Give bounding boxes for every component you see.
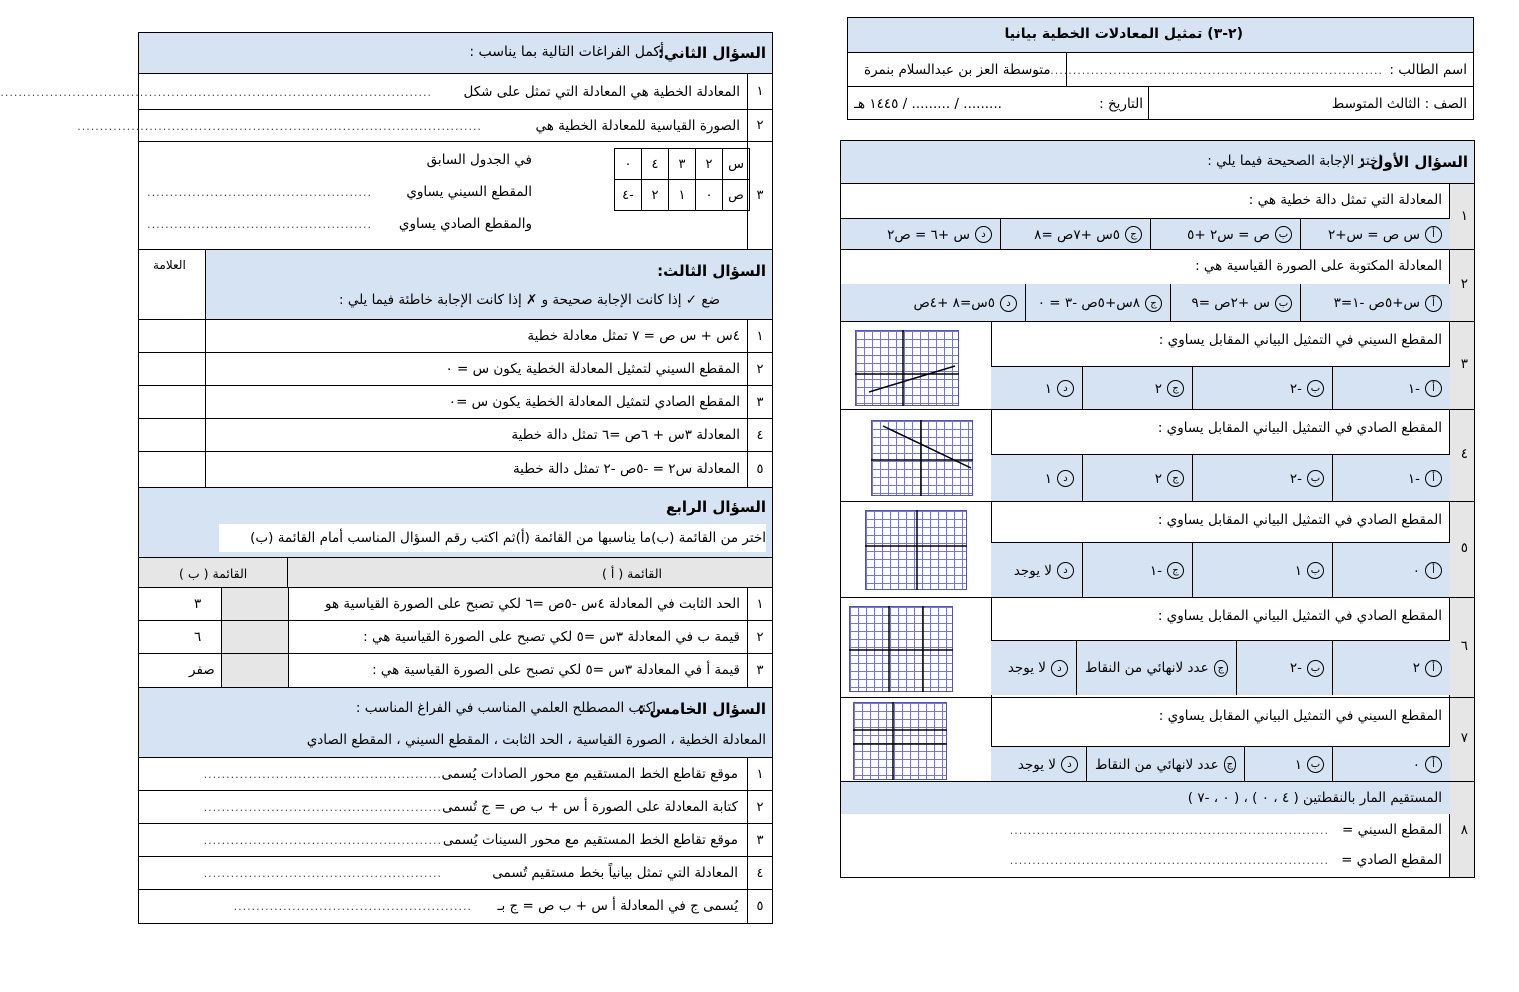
q5-item-text: موقع تقاطع الخط المستقيم مع محور الصادات يُسمى: [441, 766, 738, 782]
x-intercept-blank[interactable]: .......................................................................: [1009, 824, 1329, 837]
q5-answer-blank[interactable]: .....................................................: [203, 768, 442, 781]
q3-item-num: ٢: [747, 353, 772, 385]
q1-item-text: المقطع الصادي في التمثيل البياني المقابل يساوي :: [1157, 512, 1442, 528]
q1-option-b[interactable]: [1244, 747, 1332, 782]
option-text: ٢: [1154, 470, 1162, 487]
student-label: اسم الطالب :: [1389, 62, 1467, 78]
y-intercept-label: المقطع الصادي =: [1341, 852, 1442, 868]
graph-4-axes: [871, 420, 973, 496]
q4-list-b-value: صفر: [189, 662, 215, 678]
q3-item-text: المقطع السيني لتمثيل المعادلة الخطية يكون س = ٠: [445, 361, 740, 377]
q3-title: السؤال الثالث:: [657, 262, 766, 280]
option-letter: ج: [1145, 295, 1162, 312]
q4-col-b: القائمة ( ب ): [179, 566, 248, 581]
option-letter: د: [975, 226, 992, 243]
option-text: -٢: [1289, 470, 1302, 487]
table-cell: ١: [669, 180, 696, 211]
option-text: ٢: [1154, 380, 1162, 397]
header-title-row: [848, 18, 1473, 52]
option-letter: د: [1057, 380, 1074, 397]
q1-item-num: ٥: [1460, 540, 1468, 556]
q5-answer-blank[interactable]: .....................................................: [203, 801, 442, 814]
q5-header: [139, 687, 772, 757]
q5-answer-blank[interactable]: .....................................................: [203, 867, 442, 880]
option-letter: أ: [1425, 756, 1442, 773]
q2-table-line-2: المقطع السيني يساوي: [406, 184, 532, 200]
q4-answer-cell[interactable]: [221, 621, 289, 653]
q1-item-num: ٨: [1460, 822, 1468, 838]
option-text: ١: [1044, 380, 1052, 397]
q2-title: السؤال الثاني:: [657, 44, 766, 62]
q1-item-num: ٢: [1460, 276, 1468, 292]
option-letter: ج: [1214, 660, 1228, 677]
q1-options: [991, 542, 1450, 598]
q1-option-c[interactable]: [1086, 747, 1244, 782]
q4-item-text: قيمة ب في المعادلة ٣س =٥ لكي تصبح على الصورة القياسية هي :: [363, 629, 740, 645]
table-cell: ٠: [615, 149, 642, 180]
q2-y-intercept-blank[interactable]: ..................................................: [147, 218, 372, 231]
q2-item-num: ١: [747, 74, 772, 109]
q1-option-c[interactable]: [1000, 219, 1150, 250]
option-letter: د: [1061, 756, 1078, 773]
q1-options: [841, 284, 1450, 322]
option-letter: ب: [1307, 756, 1324, 773]
q3-mark-cell[interactable]: [139, 353, 206, 385]
q1-option-a[interactable]: [1300, 219, 1450, 250]
table-cell: ٠: [696, 180, 723, 211]
graph-cell: [841, 410, 992, 502]
q1-option-b[interactable]: [1192, 455, 1332, 502]
q4-item-1: [139, 587, 772, 620]
q1-item-6: [841, 597, 1474, 698]
q5-instruction: اكتب المصطلح العلمي المناسب في الفراغ المناسب :: [355, 700, 656, 716]
q4-title: السؤال الرابع: [666, 498, 766, 516]
header-divider: [1148, 87, 1149, 120]
table-cell: ٢: [696, 149, 723, 180]
student-name-blank[interactable]: ................................................................................: [1023, 64, 1383, 77]
q3-item-num: ٤: [747, 419, 772, 451]
q5-item-text: كتابة المعادلة على الصورة أ س + ب ص = ج تُسمى: [442, 799, 738, 815]
option-text: ص = س٢ +٥: [1187, 226, 1270, 243]
q1-options: [991, 454, 1450, 502]
q3-item-text: ٤س + س ص = ٧ تمثل معادلة خطية: [527, 328, 740, 344]
q5-item-text: موقع تقاطع الخط المستقيم مع محور السينات يُسمى: [442, 832, 738, 848]
q2-instruction: أكمل الفراغات التالية بما يناسب :: [469, 44, 664, 60]
q1-header: [841, 141, 1474, 183]
q1-item-7: [841, 697, 1474, 782]
option-letter: ج: [1224, 756, 1236, 773]
option-text: س ص = س+٢: [1327, 226, 1420, 243]
q1-option-d[interactable]: [839, 219, 1000, 250]
q1-option-d[interactable]: [989, 747, 1086, 782]
q4-header: [139, 487, 772, 557]
option-letter: أ: [1425, 295, 1442, 312]
q4-list-b-value: ٣: [194, 596, 202, 612]
graph-cell: [841, 502, 992, 598]
option-letter: ب: [1307, 660, 1324, 677]
q3-item-2: [139, 352, 772, 385]
q1-option-a[interactable]: [1332, 641, 1450, 695]
q1-item-num: ٦: [1460, 638, 1468, 654]
q1-item-text: المقطع السيني في التمثيل البياني المقابل يساوي :: [1158, 708, 1442, 724]
q5-item-3: [139, 823, 772, 856]
option-text: ٨س+٥ص -٣ = ٠: [1037, 295, 1140, 311]
option-letter: أ: [1425, 380, 1442, 397]
q4-col-divider: [287, 558, 288, 587]
table-cell: ٣: [669, 149, 696, 180]
q1-option-c[interactable]: [1082, 367, 1192, 410]
q3-instruction: ضع ✓ إذا كانت الإجابة صحيحة و ✗ إذا كانت الإجابة خاطئة فيما يلي :: [339, 292, 720, 308]
q3-item-text: المقطع الصادي لتمثيل المعادلة الخطية يكون س =٠: [448, 394, 740, 410]
q1-item-8: [841, 781, 1474, 877]
option-letter: ب: [1275, 295, 1292, 312]
option-text: -١: [1407, 380, 1420, 397]
sheet-left: [0, 32, 773, 924]
q3-header: [139, 249, 772, 319]
option-letter: أ: [1425, 226, 1442, 243]
q5-item-4: [139, 856, 772, 889]
option-text: -١: [1407, 470, 1420, 487]
q3-mark-cell[interactable]: [139, 452, 206, 487]
date-label: التاريخ :: [1099, 96, 1143, 112]
q5-item-num: ٣: [747, 824, 772, 856]
q5-item-2: [139, 790, 772, 823]
option-letter: د: [1057, 470, 1074, 487]
q4-item-3: [139, 653, 772, 687]
q3-item-4: [139, 418, 772, 451]
option-letter: ب: [1275, 226, 1292, 243]
option-text: س +٢ص =٩: [1191, 295, 1270, 311]
q4-item-2: [139, 620, 772, 653]
q2-table-line-1: في الجدول السابق: [426, 152, 532, 168]
q1-item-5: [841, 501, 1474, 598]
option-text: عدد لانهائي من النقاط: [1085, 660, 1209, 676]
page-title: (٢-٣) تمثيل المعادلات الخطية بيانيا: [1004, 26, 1243, 42]
q1-option-a[interactable]: [1332, 367, 1450, 410]
graph-cell: [841, 698, 992, 782]
q5-item-num: ٢: [747, 791, 772, 823]
q3-item-1: [139, 319, 772, 352]
q4-list-b-value: ٦: [194, 629, 202, 645]
q1-option-d[interactable]: [839, 284, 1025, 322]
q2-answer-blank[interactable]: ................................................................................................: [0, 86, 432, 99]
date-value[interactable]: ......... / ......... / ١٤٤٥ هـ: [854, 96, 1002, 112]
option-text: ١: [1044, 470, 1052, 487]
q1-option-b[interactable]: [1192, 367, 1332, 410]
q1-item-2: [841, 249, 1474, 322]
q1-options: [991, 640, 1450, 695]
q4-item-num: ٣: [747, 654, 772, 687]
q1-item-1: [841, 183, 1474, 250]
q2-values-table: [614, 148, 750, 211]
q3-mark-cell[interactable]: [139, 320, 206, 352]
q4-item-num: ٢: [747, 621, 772, 653]
q1-item-num: ٣: [1460, 356, 1468, 372]
sheet-header: [847, 17, 1474, 120]
q1-instruction: اختر الإجابة الصحيحة فيما يلي :: [1207, 153, 1382, 169]
q5-title: السؤال الخامس :: [638, 700, 766, 718]
q1-option-c[interactable]: [1082, 543, 1192, 598]
q1-item-text: المقطع السيني في التمثيل البياني المقابل يساوي :: [1158, 332, 1442, 348]
q2-x-intercept-blank[interactable]: ..................................................: [147, 186, 372, 199]
table-cell: ص: [723, 180, 750, 211]
option-letter: ب: [1307, 380, 1324, 397]
q2-table-line-3: والمقطع الصادي يساوي: [398, 216, 532, 232]
q3-mark-label: العلامة: [153, 258, 186, 272]
option-letter: أ: [1425, 470, 1442, 487]
table-cell: ٤: [642, 149, 669, 180]
header-divider: [1066, 53, 1067, 86]
sheet-q1: [840, 140, 1475, 878]
q3-item-num: ٥: [747, 452, 772, 487]
q2-item-text: المعادلة الخطية هي المعادلة التي تمثل على شكل: [463, 84, 740, 100]
q5-item-num: ١: [747, 758, 772, 790]
header-student-row: [848, 52, 1473, 86]
q1-item-text: المقطع الصادي في التمثيل البياني المقابل يساوي :: [1157, 420, 1442, 436]
graph-cell: [841, 322, 992, 410]
q3-item-text: المعادلة س٢ = -٥ص -٢ تمثل دالة خطية: [512, 461, 740, 477]
q1-item-text: المقطع الصادي في التمثيل البياني المقابل يساوي :: [1157, 608, 1442, 624]
q5-item-num: ٥: [747, 890, 772, 923]
q5-answer-blank[interactable]: .....................................................: [203, 834, 442, 847]
option-letter: ج: [1167, 380, 1184, 397]
q1-option-c[interactable]: [1025, 284, 1170, 322]
option-text: لا يوجد: [1007, 660, 1046, 676]
q1-item-3: [841, 321, 1474, 410]
q1-option-a[interactable]: [1332, 747, 1450, 782]
graph-7-axes: [853, 702, 947, 780]
option-letter: ب: [1307, 562, 1324, 579]
q1-options: [991, 746, 1450, 782]
option-text: ٠: [1412, 562, 1420, 579]
q4-instruction: اختر من القائمة (ب)ما يناسبها من القائمة (أ)ثم اكتب رقم السؤال المناسب أمام القائمة (ب): [250, 530, 766, 546]
q5-answer-blank[interactable]: .....................................................: [233, 900, 472, 913]
q1-item-text: المعادلة التي تمثل دالة خطية هي :: [1248, 192, 1442, 208]
q1-option-b[interactable]: [1170, 284, 1300, 322]
q1-title: السؤال الأول :: [1359, 153, 1468, 171]
q5-item-1: [139, 757, 772, 790]
q1-option-a[interactable]: [1332, 543, 1450, 598]
option-text: ٠: [1412, 756, 1420, 773]
q1-item-num: ١: [1460, 208, 1468, 224]
option-text: ٥س=٨ +٤ص: [913, 295, 995, 311]
option-text: ١: [1294, 756, 1302, 773]
q1-option-c[interactable]: [1082, 455, 1192, 502]
q1-item-num: ٧: [1460, 730, 1468, 746]
q1-option-d[interactable]: [989, 641, 1076, 695]
q4-answer-cell[interactable]: [221, 654, 289, 687]
q2-item-1: [0, 73, 772, 109]
q4-item-num: ١: [747, 588, 772, 620]
option-letter: أ: [1425, 562, 1442, 579]
q5-item-text: المعادلة التي تمثل بيانياً بخط مستقيم تُسمى: [492, 865, 738, 881]
q3-mark-cell[interactable]: [139, 386, 206, 418]
grade-label: الصف : الثالث المتوسط: [1331, 96, 1467, 112]
option-text: لا يوجد: [1013, 562, 1052, 579]
q1-item-num: ٤: [1460, 446, 1468, 462]
q1-item-4: [841, 409, 1474, 502]
q1-option-d[interactable]: [989, 455, 1082, 502]
option-text: لا يوجد: [1017, 756, 1056, 773]
option-text: ٢: [1412, 660, 1420, 676]
option-text: ٥س +٧ص =٨: [1034, 226, 1120, 243]
option-text: عدد لانهائي من النقاط: [1095, 756, 1219, 773]
option-text: ١: [1294, 562, 1302, 579]
q4-item-text: الحد الثابت في المعادلة ٤س -٥ص =٦ لكي تصبح على الصورة القياسية هو: [325, 596, 740, 612]
q2-item-num: ٢: [747, 110, 772, 141]
q3-mark-cell[interactable]: [139, 419, 206, 451]
q1-options: [841, 218, 1450, 250]
option-letter: ب: [1307, 470, 1324, 487]
q2-item-2: [77, 109, 772, 141]
q2-item-3: [139, 141, 772, 249]
q1-options: [991, 366, 1450, 410]
q3-item-num: ٣: [747, 386, 772, 418]
option-letter: أ: [1425, 660, 1442, 677]
option-letter: ج: [1167, 562, 1184, 579]
q3-item-num: ١: [747, 320, 772, 352]
q4-answer-cell[interactable]: [221, 588, 289, 620]
graph-3-axes: [855, 330, 959, 406]
option-letter: ج: [1125, 226, 1142, 243]
q2-answer-blank[interactable]: ..........................................................................................: [77, 120, 482, 133]
q1-option-a[interactable]: [1332, 455, 1450, 502]
q2-item-text: الصورة القياسية للمعادلة الخطية هي: [535, 118, 740, 134]
table-cell: -٤: [615, 180, 642, 211]
y-intercept-blank[interactable]: .......................................................................: [1009, 854, 1329, 867]
option-letter: د: [1057, 562, 1074, 579]
option-text: س +٦ = ص٢: [887, 226, 970, 243]
option-text: -٢: [1289, 380, 1302, 397]
q1-item-text: المعادلة المكتوبة على الصورة القياسية هي :: [1195, 258, 1442, 274]
option-text: س+٥ص -١=٣: [1333, 295, 1420, 311]
table-cell: ٢: [642, 180, 669, 211]
q1-option-b[interactable]: [1150, 219, 1300, 250]
x-intercept-label: المقطع السيني =: [1342, 822, 1442, 838]
q5-terms: المعادلة الخطية ، الصورة القياسية ، الحد الثابت ، المقطع السيني ، المقطع الصادي: [306, 732, 766, 748]
q4-item-text: قيمة أ في المعادلة ٣س =٥ لكي تصبح على الصورة القياسية هي :: [372, 662, 740, 678]
q3-item-text: المعادلة ٣س + ٦ص =٦ تمثل دالة خطية: [511, 427, 740, 443]
option-letter: ج: [1167, 470, 1184, 487]
q5-item-5: [139, 889, 772, 923]
q4-col-a: القائمة ( أ ): [602, 566, 662, 581]
header-grade-row: [848, 86, 1473, 120]
q1-option-d[interactable]: [989, 543, 1082, 598]
q2-header: [139, 33, 772, 73]
table-cell: س: [723, 149, 750, 180]
q3-item-3: [139, 385, 772, 418]
q5-item-text: يُسمى ج في المعادلة أ س + ب ص = ج بـ: [497, 898, 738, 914]
q1-option-b[interactable]: [1236, 641, 1332, 695]
graph-6-axes: [849, 606, 953, 692]
q4-columns: [139, 557, 772, 587]
q3-item-5: [139, 451, 772, 487]
option-text: -١: [1149, 562, 1162, 579]
option-text: -٢: [1289, 660, 1302, 676]
graph-cell: [841, 598, 992, 698]
school-name: متوسطة العز بن عبدالسلام بنمرة: [864, 62, 1051, 78]
q1-option-b[interactable]: [1192, 543, 1332, 598]
q5-item-num: ٤: [747, 857, 772, 889]
q1-option-a[interactable]: [1300, 284, 1450, 322]
option-letter: د: [1051, 660, 1068, 677]
q1-option-d[interactable]: [989, 367, 1082, 410]
q1-option-c[interactable]: [1076, 641, 1236, 695]
option-letter: د: [1000, 295, 1017, 312]
q2-item-num: ٣: [747, 142, 772, 249]
q1-item-text: المستقيم المار بالنقطتين ( ٤ ، ٠ ) ، ( ٠ ، -٧ ): [1187, 790, 1442, 806]
graph-5-axes: [865, 510, 967, 590]
